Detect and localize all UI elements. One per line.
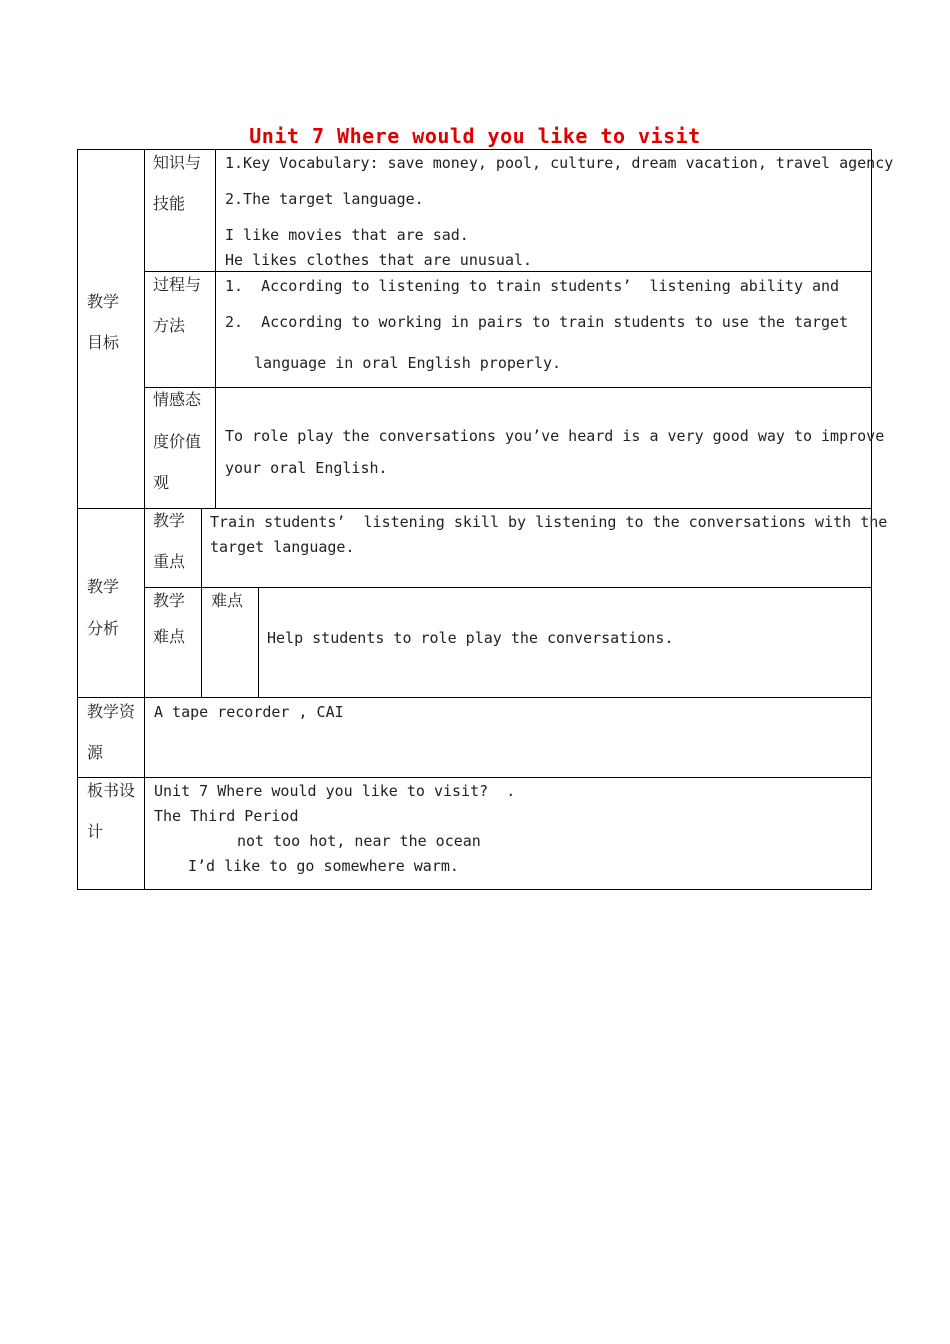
process-label-1: 过程与: [153, 275, 202, 294]
emotion-label-3: 观: [153, 473, 170, 492]
analysis-label-2: 分析: [87, 619, 120, 638]
board-line-3: not too hot, near the ocean: [237, 832, 481, 850]
table-border-bottom: [77, 889, 872, 890]
divider: [215, 149, 216, 508]
difficulty-text: Help students to role play the conversations.: [267, 629, 674, 647]
key-line-1: Train students’ listening skill by listening to the conversations with the: [210, 513, 888, 531]
divider: [258, 587, 259, 698]
board-label-2: 计: [87, 822, 104, 841]
objectives-label-1: 教学: [87, 292, 120, 311]
emotion-label-2: 度价值: [153, 432, 202, 451]
objectives-label-2: 目标: [87, 333, 120, 352]
board-line-2: The Third Period: [154, 807, 299, 825]
divider: [77, 697, 872, 698]
key-label-2: 重点: [153, 552, 186, 571]
emotion-line-2: your oral English.: [225, 459, 388, 477]
board-line-1: Unit 7 Where would you like to visit? .: [154, 782, 516, 800]
divider: [144, 508, 145, 698]
resources-label-2: 源: [87, 743, 104, 762]
board-label-1: 板书设: [87, 781, 136, 800]
divider: [77, 508, 872, 509]
divider: [144, 149, 145, 508]
page-title: Unit 7 Where would you like to visit: [249, 124, 701, 148]
table-border-left: [77, 149, 78, 890]
divider: [77, 777, 872, 778]
process-line-1: 1. According to listening to train students’ listening ability and: [225, 277, 840, 295]
divider: [144, 271, 872, 272]
board-line-4: I’d like to go somewhere warm.: [188, 857, 459, 875]
knowledge-line-3: I like movies that are sad.: [225, 226, 469, 244]
resources-label-1: 教学资: [87, 702, 136, 721]
resources-text: A tape recorder , CAI: [154, 703, 344, 721]
knowledge-label-2: 技能: [153, 194, 186, 213]
difficulty-label-2: 难点: [153, 627, 186, 646]
process-line-2: 2. According to working in pairs to train students to use the target: [225, 313, 849, 331]
knowledge-label-1: 知识与: [153, 153, 202, 172]
divider: [201, 508, 202, 698]
process-line-3: language in oral English properly.: [254, 354, 562, 372]
divider: [144, 697, 145, 890]
emotion-line-1: To role play the conversations you’ve heard is a very good way to improve: [225, 427, 885, 445]
table-border-top: [77, 149, 872, 150]
analysis-label-1: 教学: [87, 577, 120, 596]
knowledge-line-4: He likes clothes that are unusual.: [225, 251, 533, 269]
key-label-1: 教学: [153, 511, 186, 530]
difficulty-label-1: 教学: [153, 591, 186, 610]
emotion-label-1: 情感态: [153, 390, 202, 409]
difficulty-sub-label: 难点: [211, 591, 244, 610]
divider: [144, 387, 872, 388]
key-line-2: target language.: [210, 538, 355, 556]
divider: [144, 587, 872, 588]
knowledge-line-2: 2.The target language.: [225, 190, 424, 208]
process-label-2: 方法: [153, 316, 186, 335]
knowledge-line-1: 1.Key Vocabulary: save money, pool, culture, dream vacation, travel agency: [225, 154, 894, 172]
